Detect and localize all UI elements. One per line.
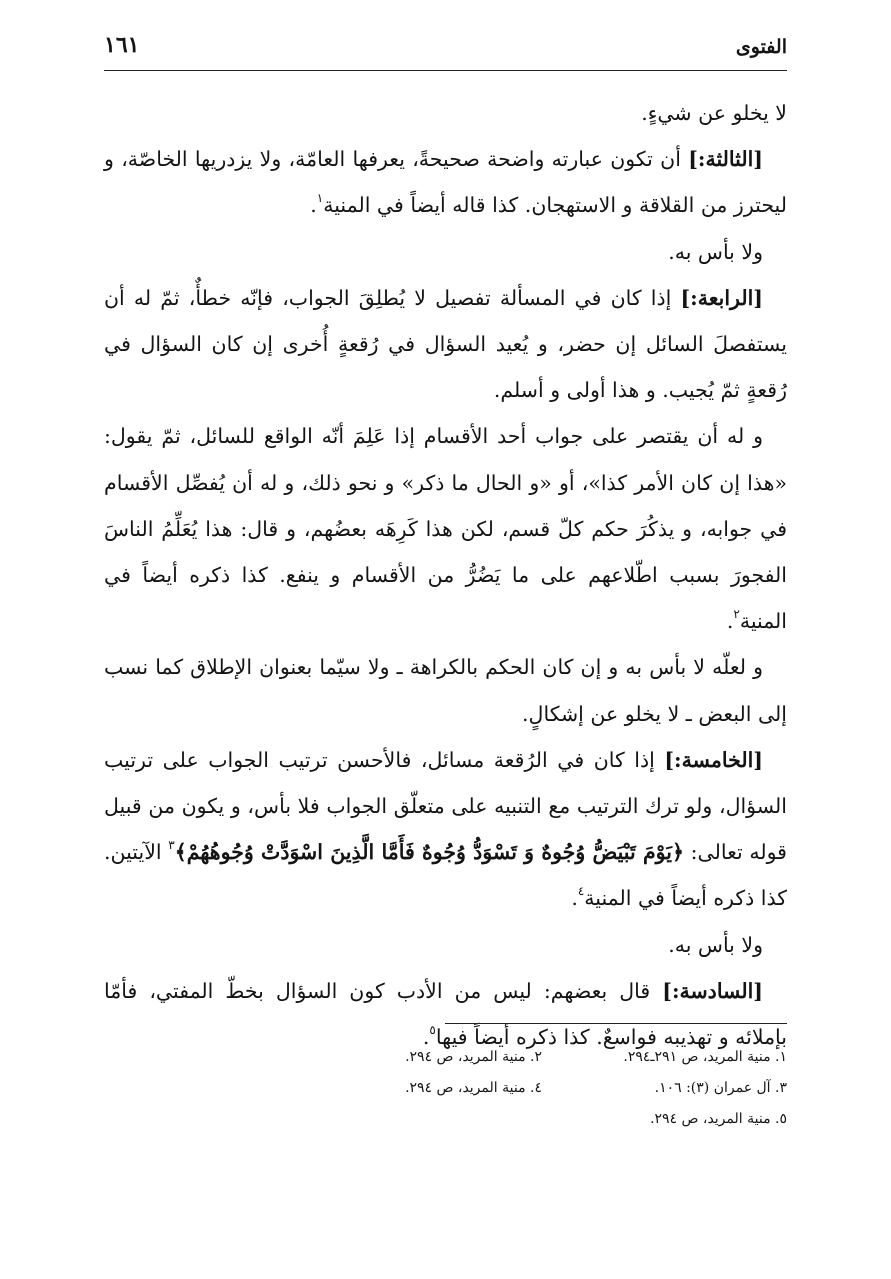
section-label-fifth: [الخامسة:] [664, 747, 763, 772]
footnote-ref-1: ١ [316, 191, 324, 206]
footnote-4: ٤. منية المريد، ص ٢٩٤. [405, 1080, 542, 1096]
page-number: ١٦١ [104, 32, 140, 58]
footnote-3: ٣. آل عمران (٣): ١٠٦. [654, 1080, 787, 1096]
main-text [104, 90, 787, 1060]
paragraph-2 [104, 136, 787, 228]
paragraph-3: ولا بأس به. [668, 239, 763, 264]
quran-verse: ﴿يَوْمَ تَبْيَضُّ وُجُوهٌ وَ تَسْوَدُّ وُجُوهٌ فَأَمَّا الَّذِينَ اسْوَدَّتْ وُجُوهُهُمْ﴾ [174, 840, 684, 865]
paragraph-5 [104, 413, 787, 644]
paragraph-7-text: إذا كان في الرُقعة مسائل، فالأحسن ترتيب الجواب على ترتيب السؤال، ولو ترك الترتيب مع التنبيه على متعلّق الجواب فلا بأس، و يكون من قبيل قوله تعالى: [104, 747, 787, 865]
footnotes-column-right [572, 1042, 787, 1135]
footnote-5: ٥. منية المريد، ص ٢٩٤. [650, 1111, 787, 1127]
footnote-ref-5: ٥ [429, 1023, 436, 1038]
paragraph-5-end: . [726, 609, 734, 634]
paragraph-7-mid: الآيتين. كذا ذكره أيضاً في المنية [104, 840, 787, 911]
paragraph-9-end: . [422, 1025, 430, 1050]
footnote-divider [445, 1023, 787, 1024]
paragraph-9-text: قال بعضهم: ليس من الأدب كون السؤال بخطّ المفتي، فأمّا بإملائه و تهذيبه فواسعٌ. كذا ذكره أيضاً فيها [104, 978, 787, 1050]
paragraph-2-text: أن تكون عبارته واضحة صحيحةً، يعرفها العامّة، ولا يزدريها الخاصّة، و ليحترز من القلاقة و الاستهجان. كذا قاله أيضاً في المنية [104, 147, 787, 218]
footnotes-column-left [327, 1042, 542, 1104]
footnote-ref-2: ٢ [733, 607, 740, 622]
paragraph-7-end: . [571, 886, 578, 911]
paragraph-6: و لعلّه لا بأس به و إن كان الحكم بالكراهة ـ ولا سيّما بعنوان الإطلاق كما نسب إلى البعض ـ لا يخلو عن إشكالٍ. [104, 655, 787, 726]
footnote-1: ١. منية المريد، ص ٢٩١ـ٢٩٤. [623, 1049, 787, 1065]
paragraph-2-end: . [310, 193, 317, 218]
running-title: الفتوى [735, 36, 787, 58]
section-label-sixth: [السادسة:] [662, 978, 763, 1003]
footnote-2: ٢. منية المريد، ص ٢٩٤. [405, 1049, 542, 1065]
footnotes [307, 1042, 787, 1135]
paragraph-8: ولا بأس به. [668, 932, 763, 957]
paragraph-4 [104, 275, 787, 414]
section-label-fourth: [الرابعة:] [680, 285, 763, 310]
paragraph-4-text: إذا كان في المسألة تفصيل لا يُطلِقَ الجواب، فإنّه خطأٌ، ثمّ له أن يستفصلَ السائل إن حضر، و يُعيد السؤال في رُقعةٍ أُخرى إن كان السؤال في رُقعةٍ ثمّ يُجيب. و هذا أولى و أسلم. [104, 285, 787, 403]
page-header [104, 30, 787, 71]
section-label-third: [الثالثة:] [688, 147, 763, 172]
footnote-ref-3: ٣ [168, 838, 175, 853]
paragraph-1: لا يخلو عن شيءٍ. [641, 101, 787, 125]
paragraph-5-text: و له أن يقتصر على جواب أحد الأقسام إذا عَلِمَ أنّه الواقع للسائل، ثمّ يقول: «هذا إن كان الأمر كذا»، أو «و الحال ما ذكر» و نحو ذلك، و له أن يُفصِّل الأقسام في جوابه، و يذكُرَ حكم كلّ قسم، لكن هذا كَرِهَه بعضُهم، و قال: هذا يُعَلِّمُ الناسَ الفجورَ بسبب اطّلاعهم على ما يَضُرُّ من الأقسام و ينفع. كذا ذكره أيضاً في المنية [104, 424, 787, 634]
footnote-ref-4: ٤ [577, 884, 585, 899]
paragraph-7 [104, 737, 787, 922]
